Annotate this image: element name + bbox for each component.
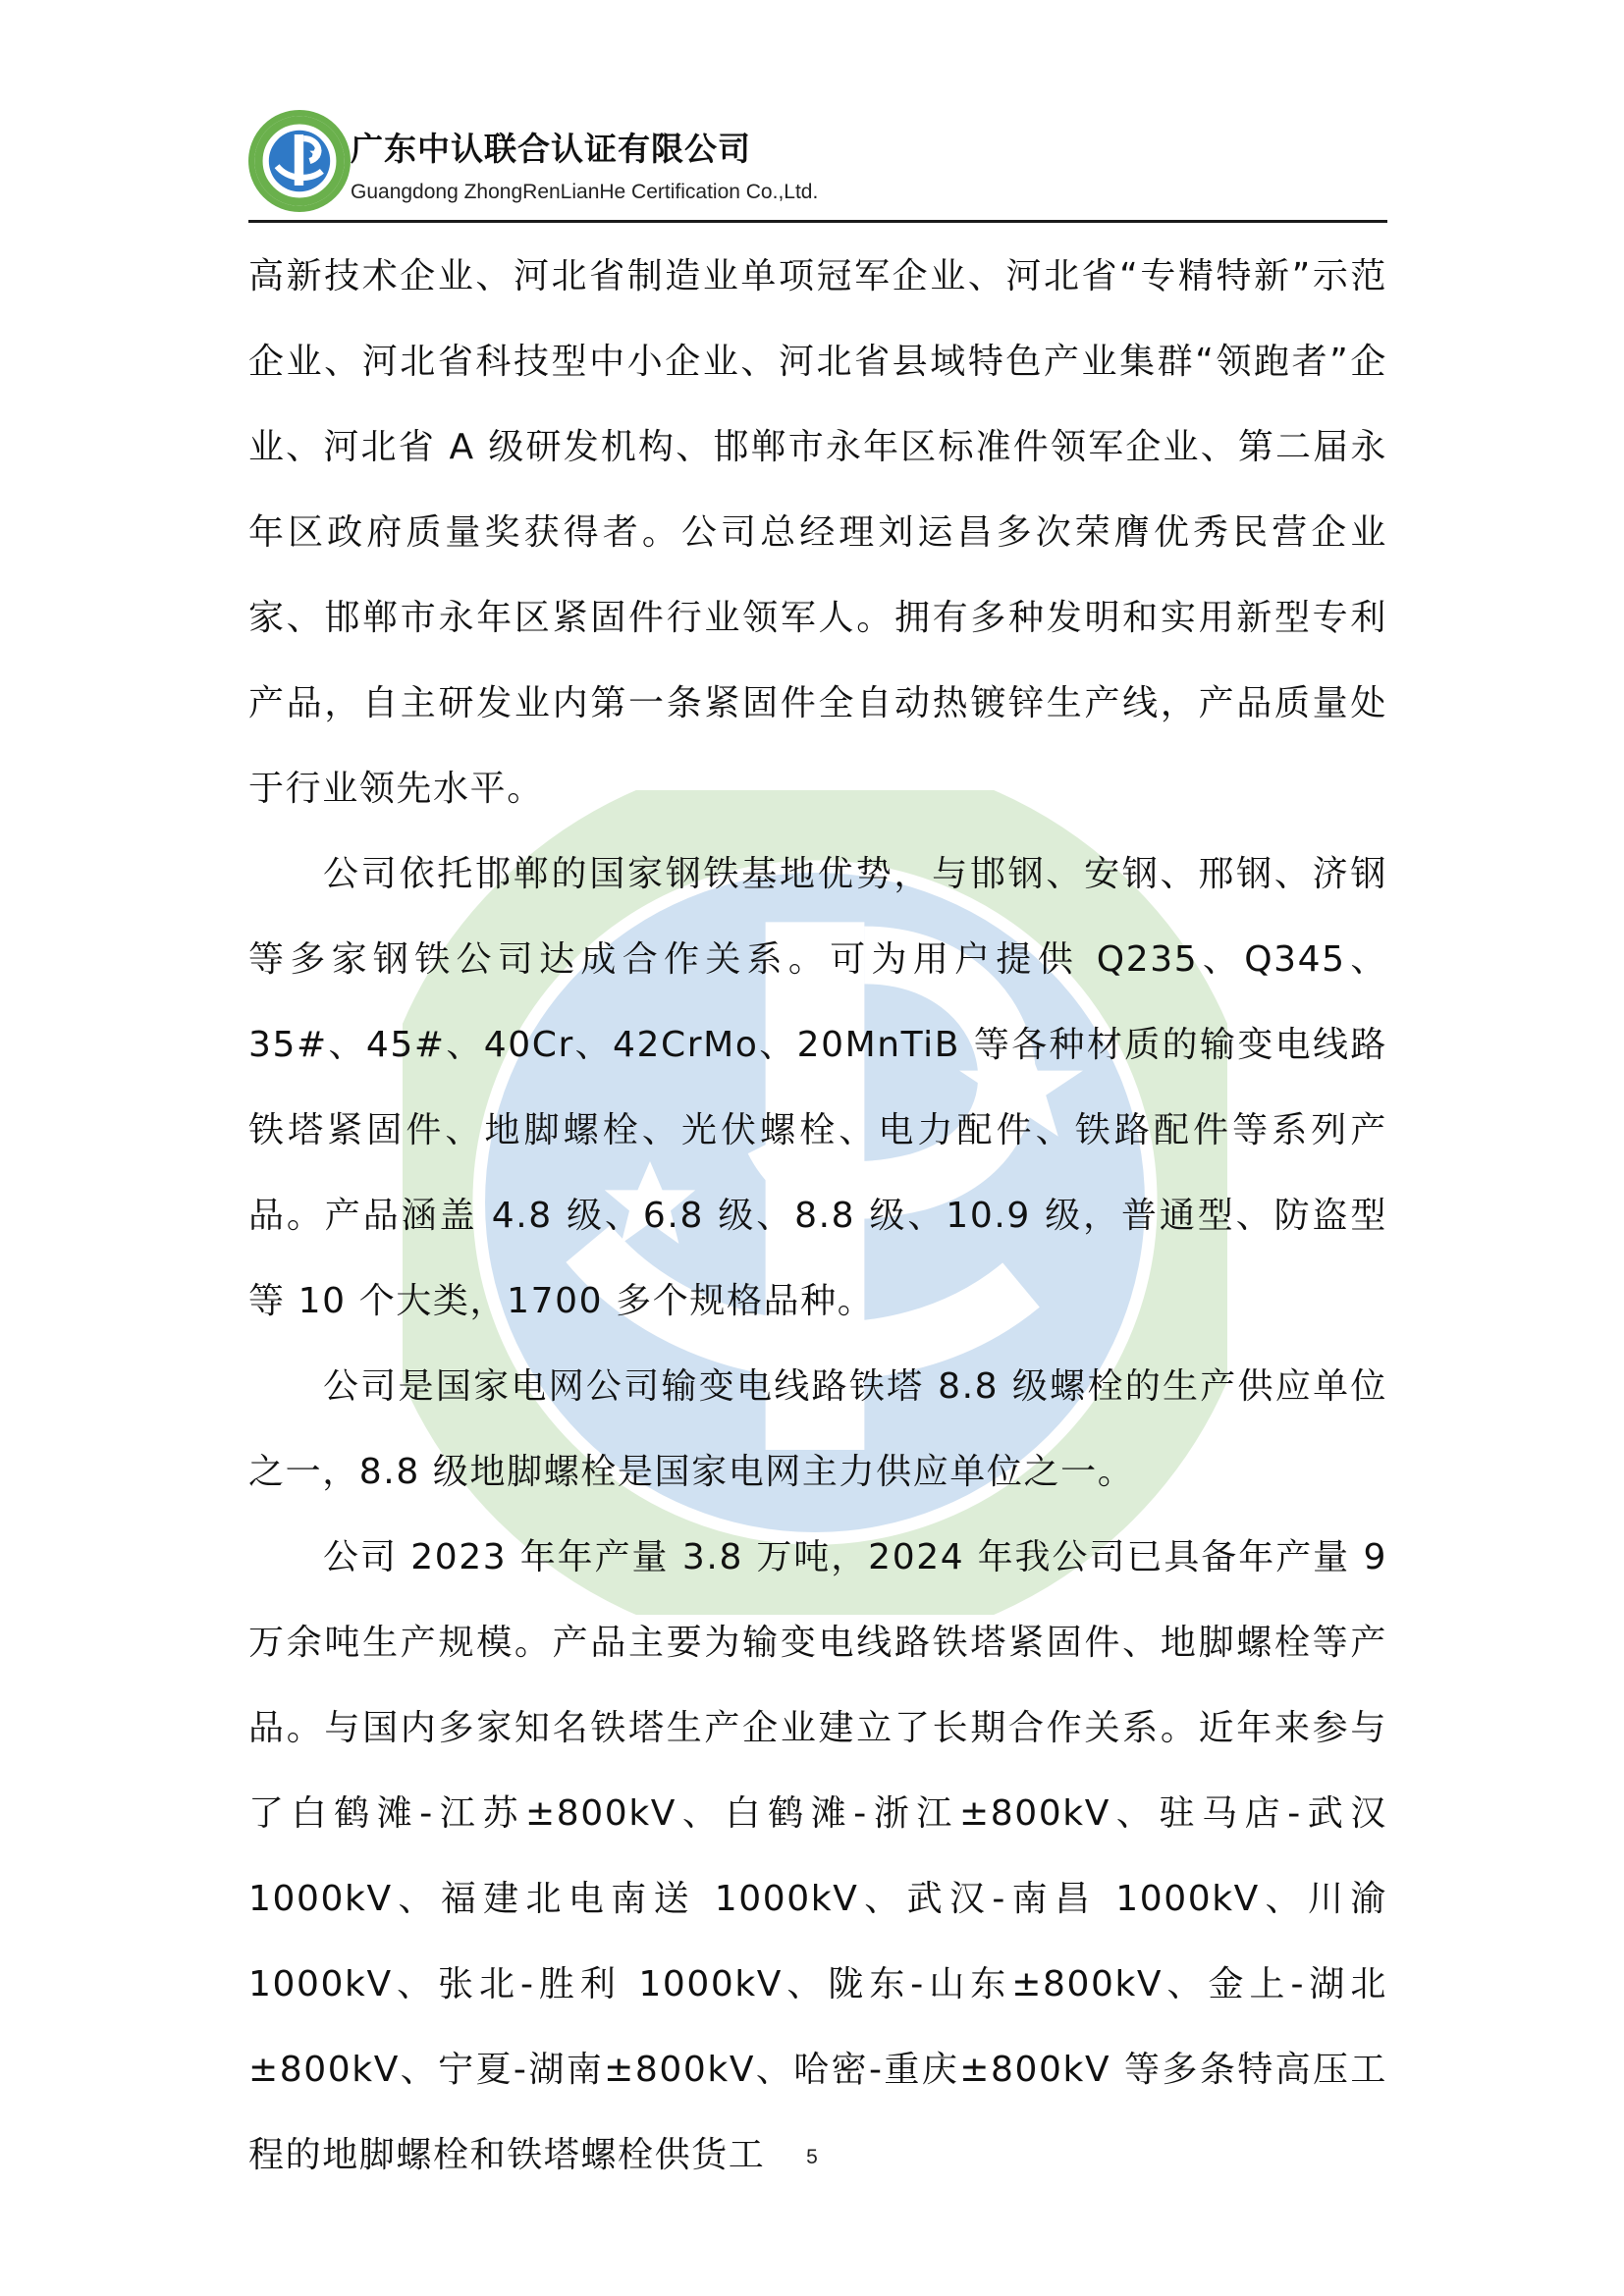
paragraph-1: 高新技术企业、河北省制造业单项冠军企业、河北省“专精特新”示范企业、河北省科技型中小企业、河北省县域特色产业集群“领跑者”企业、河北省 A 级研发机构、邯郸市永年区标准件领军企业、第二届永年区政府质量奖获得者。公司总经理刘运昌多次荣膺优秀民营企业家、邯郸市永年区紧固件行业领军人。拥有多种发明和实用新型专利产品，自主研发业内第一条紧固件全自动热镀锌生产线，产品质量处于行业领先水平。: [248, 256, 1387, 809]
paragraph-3: 公司是国家电网公司输变电线路铁塔 8.8 级螺栓的生产供应单位之一，8.8 级地脚螺栓是国家电网主力供应单位之一。: [248, 1366, 1387, 1492]
page-number: 5: [806, 2146, 818, 2168]
letterhead: [248, 110, 1387, 218]
document-body: [248, 234, 1387, 2198]
company-name-en: Guangdong ZhongRenLianHe Certification Co.,Ltd.: [351, 181, 819, 203]
company-logo-icon: [248, 110, 351, 212]
header-divider: [248, 220, 1387, 223]
paragraph-2: 公司依托邯郸的国家钢铁基地优势，与邯钢、安钢、邢钢、济钢等多家钢铁公司达成合作关系。可为用户提供 Q235、Q345、35#、45#、40Cr、42CrMo、20MnTiB 等各种材质的输变电线路铁塔紧固件、地脚螺栓、光伏螺栓、电力配件、铁路配件等系列产品。产品涵盖 4.8 级、6.8 级、8.8 级、10.9 级，普通型、防盗型等 10 个大类，1700 多个规格品种。: [248, 854, 1387, 1321]
paragraph-4: 公司 2023 年年产量 3.8 万吨，2024 年我公司已具备年产量 9 万余吨生产规模。产品主要为输变电线路铁塔紧固件、地脚螺栓等产品。与国内多家知名铁塔生产企业建立了长期合作关系。近年来参与了白鹤滩-江苏±800kV、白鹤滩-浙江±800kV、驻马店-武汉 1000kV、福建北电南送 1000kV、武汉-南昌 1000kV、川渝 1000kV、张北-胜利 1000kV、陇东-山东±800kV、金上-湖北±800kV、宁夏-湖南±800kV、哈密-重庆±800kV 等多条特高压工程的地脚螺栓和铁塔螺栓供货工: [248, 1537, 1387, 2175]
company-name-cn: 广东中认联合认证有限公司: [351, 130, 751, 168]
